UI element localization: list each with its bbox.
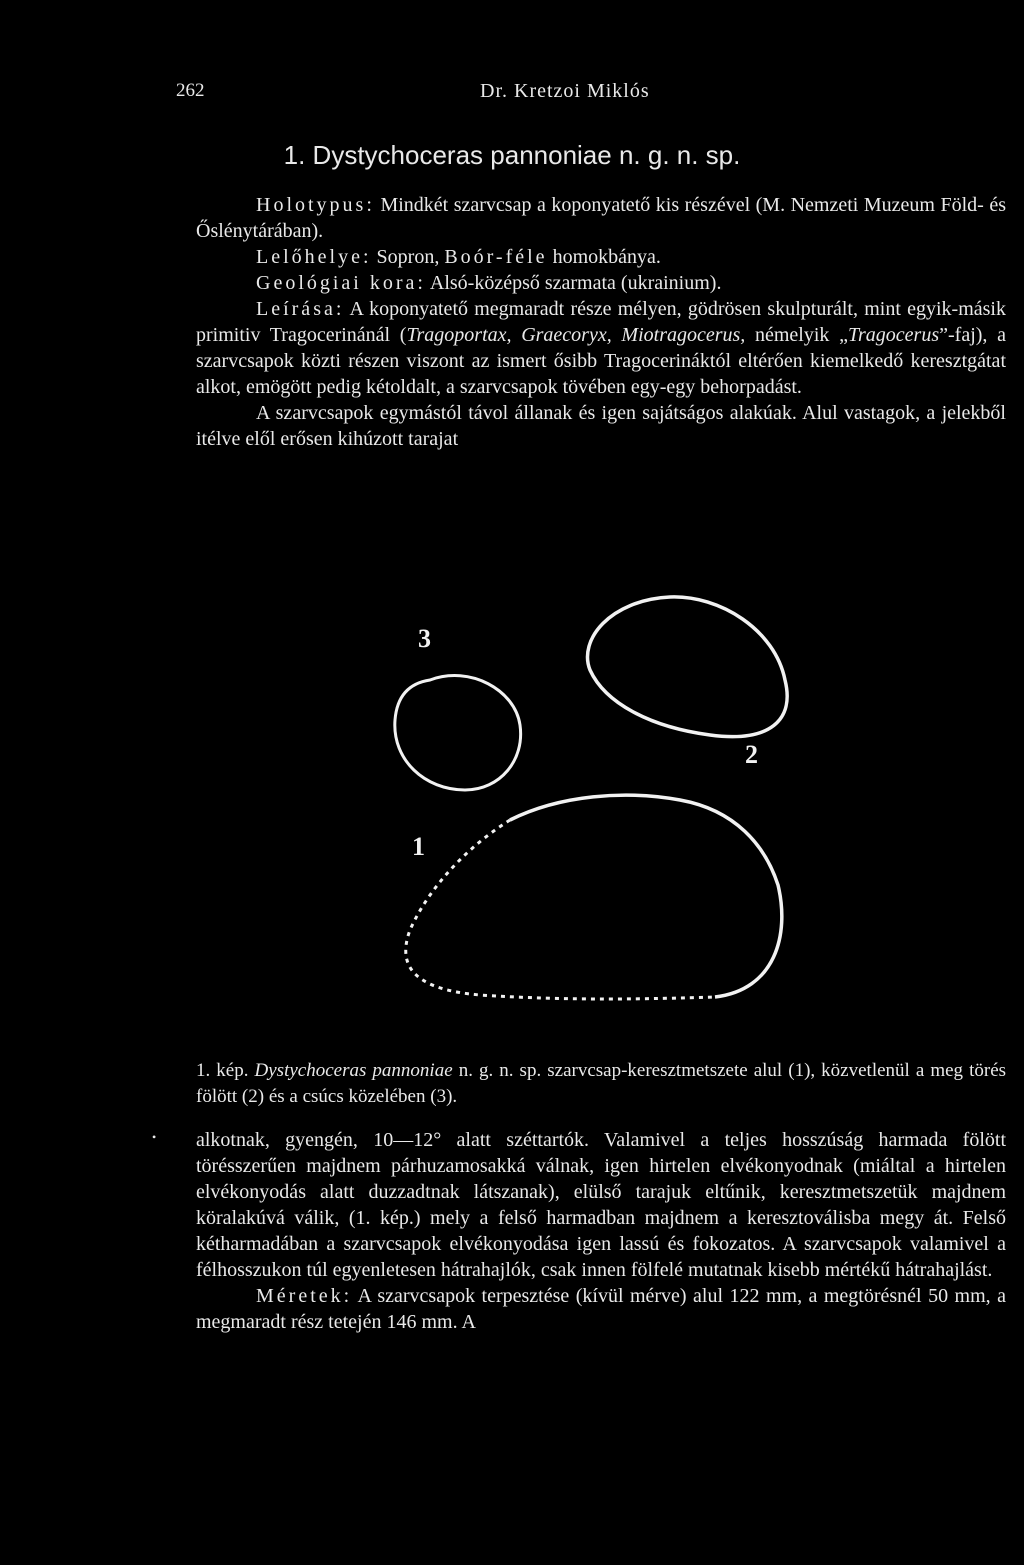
cross-section-1-dotted bbox=[406, 820, 715, 999]
holotype-paragraph bbox=[196, 192, 1006, 244]
cross-section-2-outline bbox=[588, 597, 788, 737]
intro-block bbox=[196, 192, 1006, 452]
section-title: 1. Dystychoceras pannoniae n. g. n. sp. bbox=[283, 140, 741, 170]
measurements-label: Méretek: bbox=[256, 1285, 353, 1307]
measurements-text: A szarvcsapok terpesztése (kívül mérve) alul 122 mm, a megtörésnél 50 mm, a megmaradt rész tetején 146 mm. A bbox=[196, 1285, 1006, 1333]
figure-label-2: 2 bbox=[745, 740, 758, 769]
margin-bullet: • bbox=[152, 1130, 157, 1144]
page-number: 262 bbox=[176, 80, 205, 101]
locality-label: Lelőhelye: bbox=[256, 246, 372, 268]
locality-paragraph bbox=[196, 244, 1006, 270]
description-taxa-list: Tragoportax, Graecoryx, Miotragocerus, bbox=[406, 324, 746, 346]
continuation-paragraph: alkotnak, gyengén, 10—12° alatt széttartók. Valamivel a teljes hosszúság harmada fölött törésszerűen majdnem párhuzamosakká válnak, igen hirtelen elvékonyodnak (miáltal a hirtelen elvékonyodás alatt duzzadtnak látszanak), elülső tarajuk eltűnik, keresztmetszetük majdnem köralakúvá válik, (1. kép.) mely a felső harmadban majdnem a keresztoválisba megy át. Felső kétharmadában a szarvcsapok elvékonyodása igen lassú és fokozatos. A szarvcsapok valamivel a félhosszukon túl egyenletesen hátrahajlók, csak innen fölfelé mutatnak kisebb mértékű hátrahajlást. bbox=[196, 1129, 1006, 1281]
age-text: Alsó-középső szarmata (ukrainium). bbox=[429, 272, 722, 294]
caption-text: n. g. n. sp. szarvcsap-keresztmetszete alul (1), közvetlenül a meg törés fölött (2) és a csúcs közelében (3). bbox=[196, 1060, 1007, 1107]
cross-section-figure bbox=[370, 585, 810, 1030]
age-paragraph bbox=[196, 270, 1006, 296]
locality-text: Sopron, bbox=[376, 246, 440, 268]
locality-spaced: Boór-féle bbox=[444, 246, 548, 268]
cross-section-3-outline bbox=[395, 676, 521, 790]
caption-prefix: 1. kép. bbox=[196, 1060, 249, 1081]
figure-caption bbox=[196, 1058, 1006, 1110]
figure-label-3: 3 bbox=[418, 624, 431, 653]
shape-paragraph: A szarvcsapok egymástól távol állanak és igen sajátságos alakúak. Alul vastagok, a jelekből itélve elől erősen kihúzott tarajat bbox=[196, 402, 1006, 450]
description-part2: némelyik „ bbox=[755, 324, 848, 346]
lower-block bbox=[196, 1127, 1006, 1335]
figure-label-1: 1 bbox=[412, 832, 425, 861]
running-head-author: Dr. Kretzoi Miklós bbox=[480, 80, 650, 102]
description-part1: A koponyatető megmaradt része mélyen, gödrösen skulpturált, mint egyik-másik primitiv Tragocerinánál ( bbox=[196, 298, 1006, 346]
description-part3: ”-faj), a szarvcsapok közti részen viszont az ismert ősibb Tragocerináktól eltérően kiemelkedő keresztgátat alkot, emögött pedig kétoldalt, a szarvcsapok tövében egy-egy behorpadást. bbox=[196, 324, 1006, 398]
locality-text2: homokbánya. bbox=[552, 246, 661, 268]
age-label: Geológiai kora: bbox=[256, 272, 426, 294]
holotype-text: Mindkét szarvcsap a koponyatető kis részével (M. Nemzeti Muzeum Föld- és Őslénytárában). bbox=[196, 194, 1007, 242]
description-label: Leírása: bbox=[256, 298, 345, 320]
description-paragraph bbox=[196, 296, 1006, 400]
cross-section-1-solid bbox=[510, 795, 782, 997]
caption-taxon: Dystychoceras pannoniae bbox=[254, 1060, 453, 1081]
description-taxon-tragocerus: Tragocerus bbox=[848, 324, 940, 346]
measurements-paragraph bbox=[196, 1283, 1006, 1335]
holotype-label: Holotypus: bbox=[256, 194, 375, 216]
